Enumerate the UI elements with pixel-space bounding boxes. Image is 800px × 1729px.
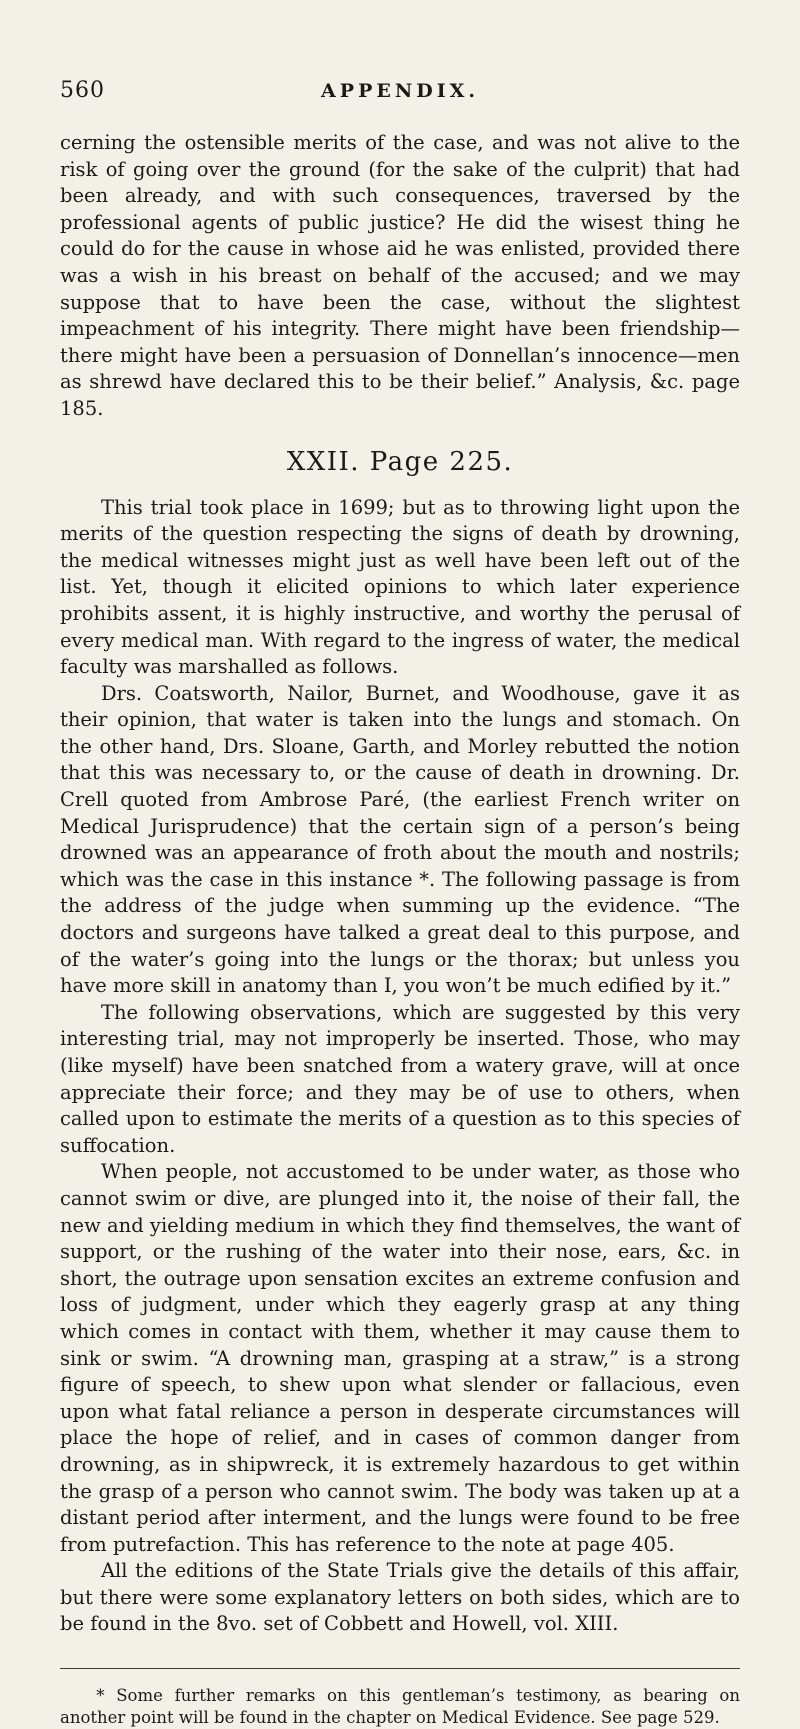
paragraph: When people, not accustomed to be under water, as those who cannot swim or dive, are plunged into it, the noise of their fall, the new and yielding medium in which they find themselves, the want of support, or the rushing of the water into their nose, ears, &c. in short, the outrage upon sensation excites an extreme confusion and loss of judgment, under which they eagerly grasp at any thing which comes in contact with them, whether it may cause them to sink or swim. “A drowning man, grasping at a straw,” is a strong figure of speech, to shew upon what slender or fallacious, even upon what fatal reliance a person in desperate circumstances will place the hope of relief, and in cases of common danger from drowning, as in shipwreck, it is extremely hazardous to get within the grasp of a person who cannot swim. The body was taken up at a distant period after interment, and the lungs were found to be free from putrefaction. This has reference to the note at page 405. [60, 1160, 740, 1556]
body-text [60, 130, 740, 1729]
page-number: 560 [60, 78, 105, 103]
paragraph: All the editions of the State Trials give the details of this affair, but there were some explanatory letters on both sides, which are to be found in the 8vo. set of Cobbett and Howell, vol. XIII. [60, 1559, 740, 1636]
paragraph: Drs. Coatsworth, Nailor, Burnet, and Woodhouse, gave it as their opinion, that water is taken into the lungs and stomach. On the other hand, Drs. Sloane, Garth, and Morley rebutted the notion that this was necessary to, or the cause of death in drowning. Dr. Crell quoted from Ambrose Paré, (the earliest French writer on Medical Jurisprudence) that the certain sign of a person’s being drowned was an appearance of froth about the mouth and nostrils; which was the case in this instance *. The following passage is from the address of the judge when summing up the evidence. “The doctors and surgeons have talked a great deal to this purpose, and of the water’s going into the lungs or the thorax; but unless you have more skill in anatomy than I, you won’t be much edified by it.” [60, 681, 740, 998]
footnote: * Some further remarks on this gentleman’s testimony, as bearing on another point will be found in the chapter on Medical Evidence. See page 529. [60, 1686, 740, 1728]
paragraph: The following observations, which are suggested by this very interesting trial, may not improperly be inserted. Those, who may (like myself) have been snatched from a watery grave, will at once appreciate their force; and they may be of use to others, when called upon to estimate the merits of a question as to this species of suffocation. [60, 1000, 740, 1157]
running-head: APPENDIX. [321, 80, 479, 102]
footnote-divider [60, 1668, 740, 1669]
paragraph: This trial took place in 1699; but as to throwing light upon the merits of the question respecting the signs of death by drowning, the medical witnesses might just as well have been left out of the list. Yet, though it elicited opinions to which later experience prohibits assent, it is highly instructive, and worthy the perusal of every medical man. With regard to the ingress of water, the medical faculty was marshalled as follows. [60, 495, 740, 679]
page-header [60, 78, 740, 108]
section-heading: XXII. Page 225. [286, 446, 514, 477]
paragraph-continued: cerning the ostensible merits of the case, and was not alive to the risk of going over the ground (for the sake of the culprit) that had been already, and with such consequences, traversed by the professional agents of public justice? He did the wisest thing he could do for the cause in whose aid he was enlisted, provided there was a wish in his breast on behalf of the accused; and we may suppose that to have been the case, without the slightest impeachment of his integrity. There might have been friendship—there might have been a persuasion of Donnellan’s innocence—men as shrewd have declared this to be their belief.” Analysis, &c. page 185. [60, 131, 740, 420]
